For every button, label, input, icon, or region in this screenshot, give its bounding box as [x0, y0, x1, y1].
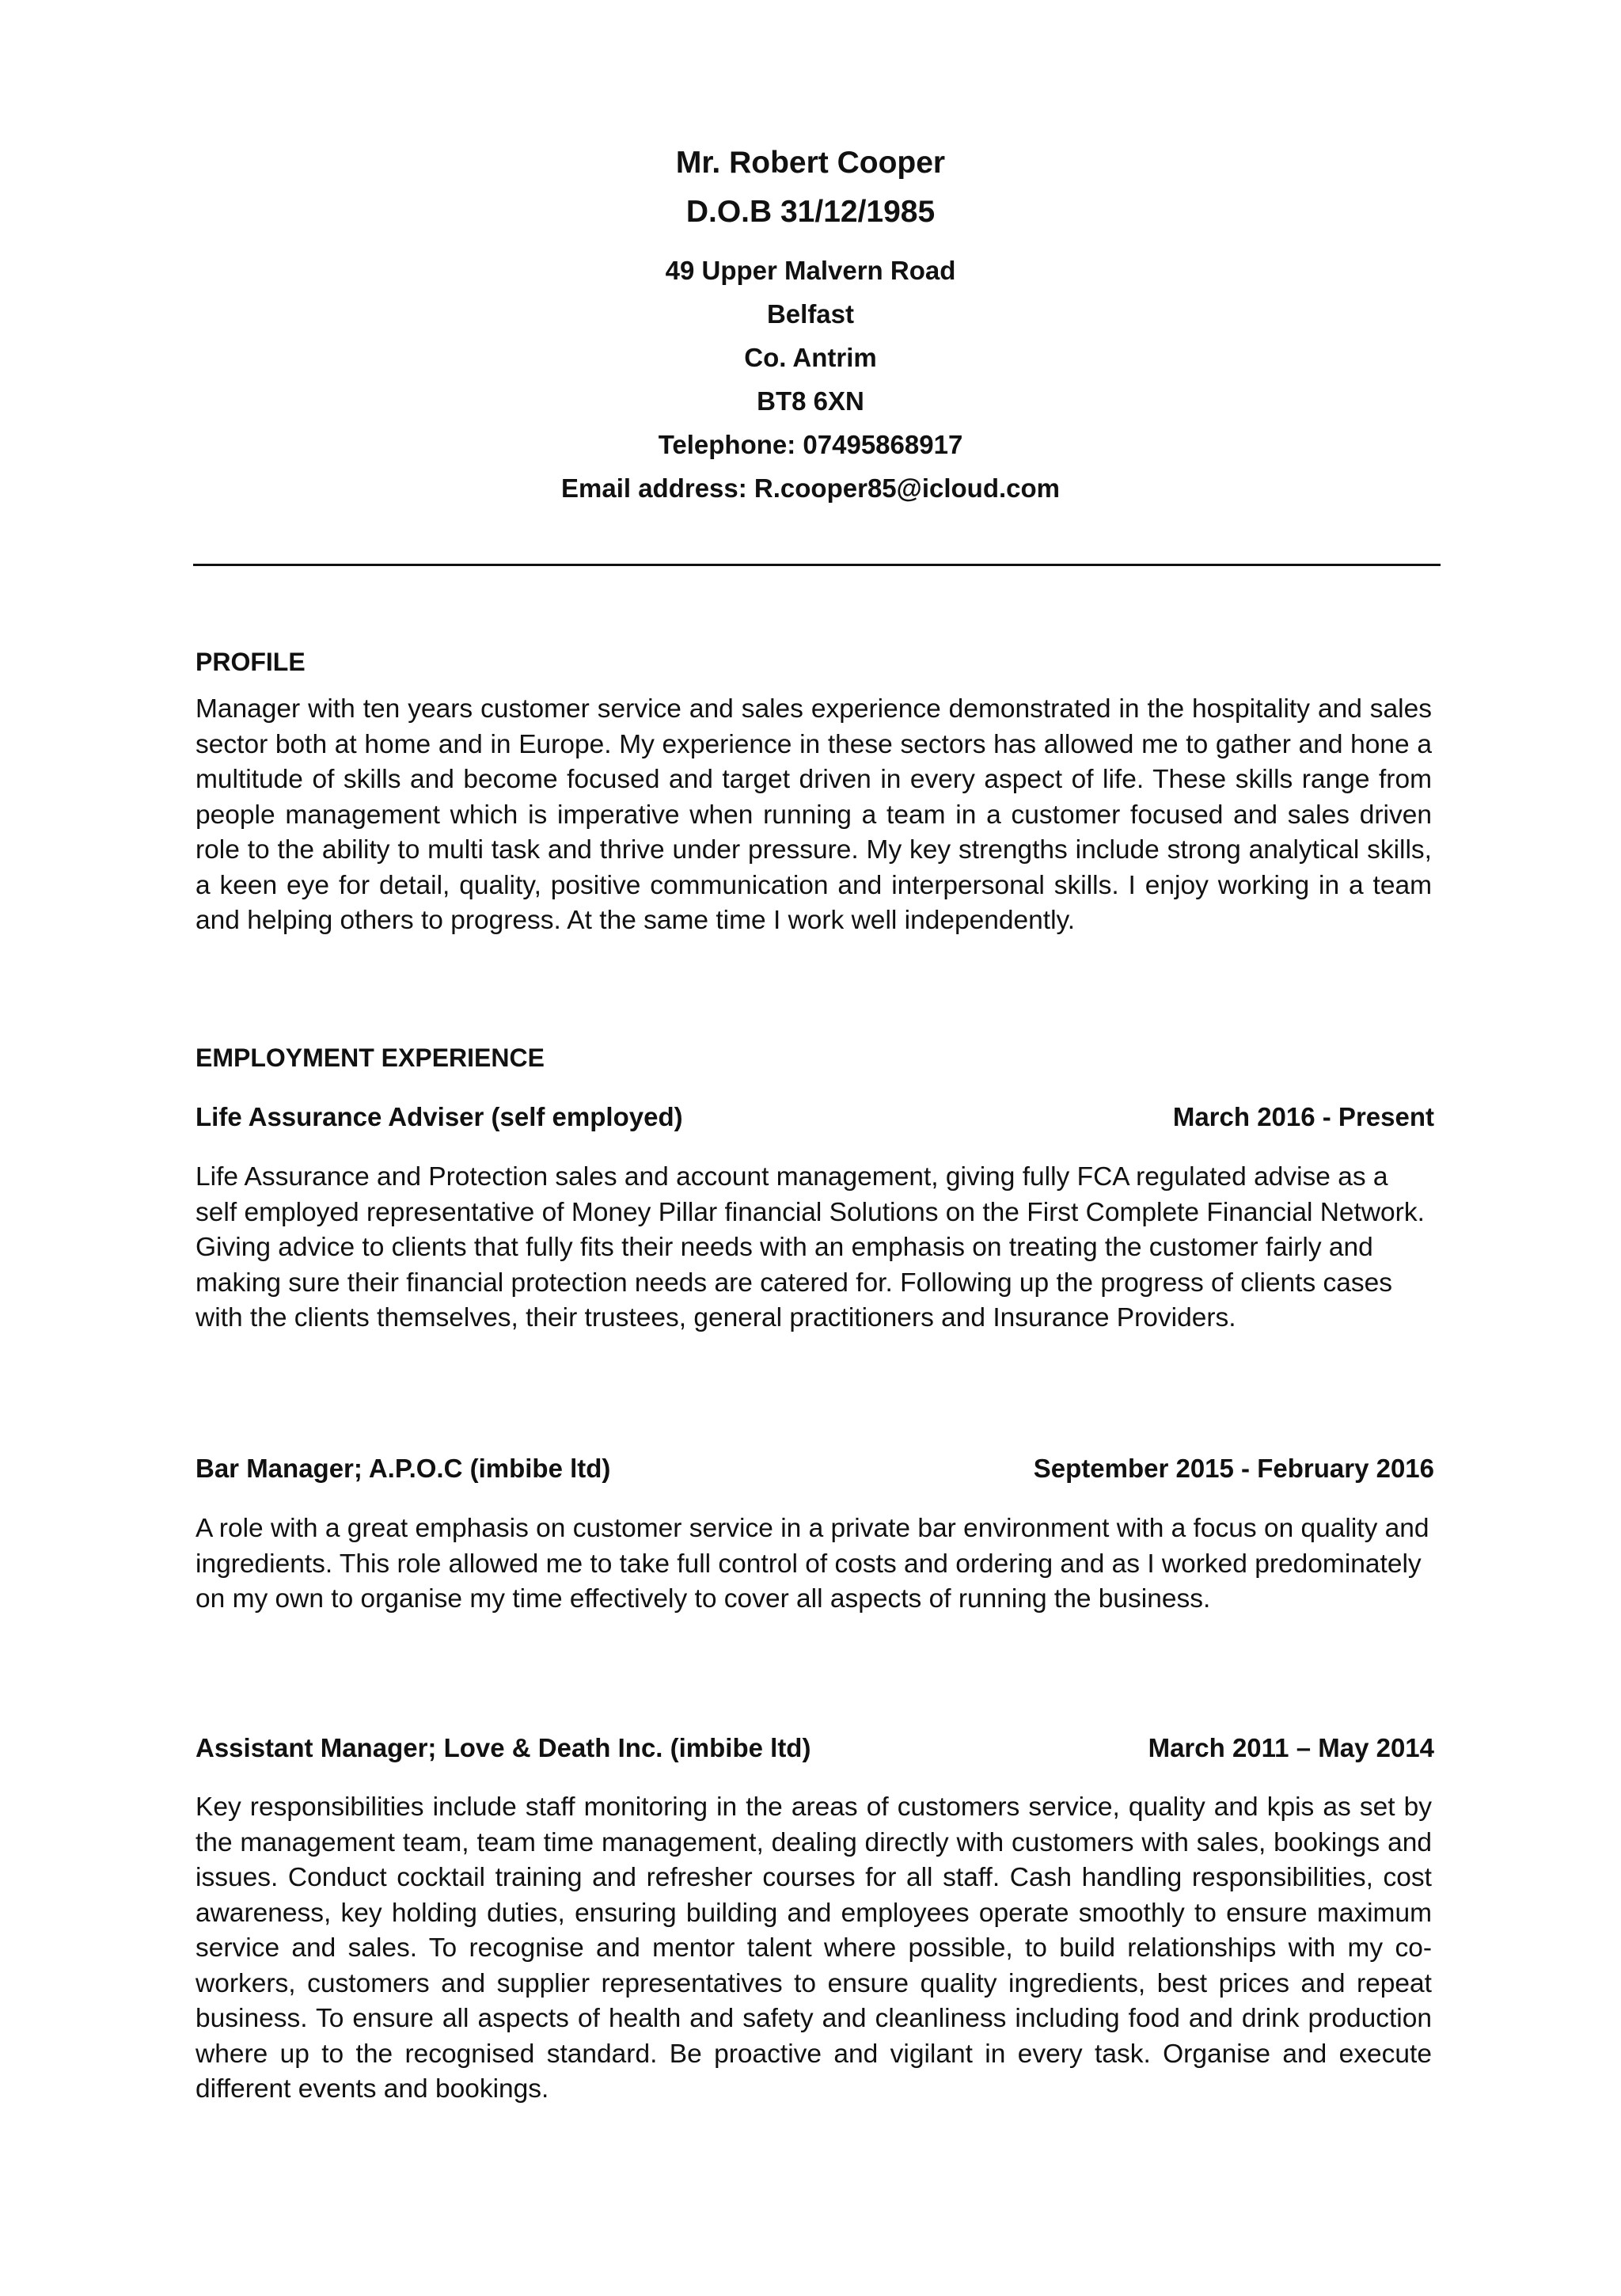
- address-city: Belfast: [766, 299, 855, 329]
- contact-details: [0, 249, 1621, 510]
- candidate-name: Mr. Robert Cooper: [675, 146, 946, 180]
- job-description: A role with a great emphasis on customer service in a private bar environment with a focus on quality and ingredients. This role allowed me to take full control of costs and ordering and as I worked predominately on my own to organise my time effectively to cover all aspects of running the business.: [196, 1514, 1429, 1614]
- profile-heading: PROFILE: [196, 648, 306, 676]
- job-dates: March 2016 - Present: [1172, 1102, 1434, 1131]
- employment-heading: EMPLOYMENT EXPERIENCE: [196, 1043, 545, 1072]
- job-description: Key responsibilities include staff monitoring in the areas of customers service, quality and kpis as set by the management team, team time management, dealing directly with customers with sales, bookings and issues. Conduct cocktail training and refresher courses for all staff. Cash handling responsibilities, cost awareness, key holding duties, ensuring building and employees operate smoothly to ensure maximum service and sales. To recognise and mentor talent where possible, to build relationships with my co-workers, customers and supplier representatives to ensure quality ingredients, best prices and repeat business. To ensure all aspects of health and safety and cleanliness including food and drink production where up to the recognised standard. Be proactive and vigilant in every task. Organise and execute different events and bookings.: [196, 1792, 1432, 2104]
- header-divider: [193, 564, 1441, 566]
- job-title: Assistant Manager; Love & Death Inc. (imbibe ltd): [196, 1733, 811, 1762]
- profile-text: Manager with ten years customer service and sales experience demonstrated in the hospitality and sales sector both at home and in Europe. My experience in these sectors has allowed me to gather and hone a multitude of skills and become focused and target driven in every aspect of life. These skills range from people management which is imperative when running a team in a customer focused and sales driven role to the ability to multi task and thrive under pressure. My key strengths include strong analytical skills, a keen eye for detail, quality, positive communication and interpersonal skills. I enjoy working in a team and helping others to progress. At the same time I work well independently.: [196, 694, 1432, 935]
- telephone: Telephone: 07495868917: [658, 430, 963, 459]
- job-header: [196, 1102, 1434, 1137]
- job-header: [196, 1733, 1434, 1768]
- address-street: 49 Upper Malvern Road: [665, 256, 956, 285]
- job-title: Bar Manager; A.P.O.C (imbibe ltd): [196, 1454, 611, 1483]
- job-description: Life Assurance and Protection sales and account management, giving fully FCA regulated advise as a self employed representative of Money Pillar financial Solutions on the First Complete Financial Network. Giving advice to clients that fully fits their needs with an emphasis on treating the customer fairly and making sure their financial protection needs are catered for. Following up the progress of clients cases with the clients themselves, their trustees, general practitioners and Insurance Providers.: [196, 1162, 1425, 1332]
- email-address: Email address: R.cooper85@icloud.com: [560, 473, 1061, 503]
- address-county: Co. Antrim: [744, 343, 877, 372]
- job-header: [196, 1454, 1434, 1488]
- job-title: Life Assurance Adviser (self employed): [196, 1102, 683, 1131]
- address-postcode: BT8 6XN: [757, 386, 864, 416]
- job-dates: March 2011 – May 2014: [1148, 1733, 1434, 1762]
- date-of-birth: D.O.B 31/12/1985: [685, 195, 936, 229]
- job-dates: September 2015 - February 2016: [1033, 1454, 1434, 1483]
